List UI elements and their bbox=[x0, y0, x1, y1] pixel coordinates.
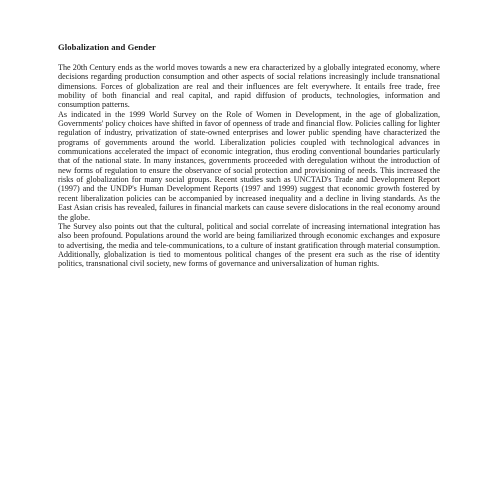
paragraph-world-survey: As indicated in the 1999 World Survey on the Role of Women in Development, in the age of globalization, Governments' policy choices have shifted in favor of openness of trade and financial flow. Policies calling for lighter regulation of industry, privatization of state-owned enterprises and lower public spending have characterized the programs of governments around the world. Liberalization policies coupled with technological advances in communications accelerated the impact of economic integration, thus eroding conventional boundaries particularly that of the national state. In many instances, governments proceeded with deregulation without the introduction of new forms of regulation to ensure the observance of social protection and provisioning of needs. This increased the risks of globalization for many social groups. Recent studies such as UNCTAD's Trade and Development Report (1997) and the UNDP's Human Development Reports (1997 and 1999) suggest that economic growth fostered by recent liberalization policies can be accompanied by increased inequality and a decline in living standards. As the East Asian crisis has revealed, failures in financial markets can cause severe dislocations in the real economy around the globe. bbox=[58, 109, 440, 222]
paragraph-cultural-correlates: The Survey also points out that the cultural, political and social correlate of increasing international integration has also been profound. Populations around the world are being familiarized through economic exchanges and exposure to advertising, the media and tele-communications, to a culture of instant gratification through material consumption. Additionally, globalization is tied to momentous political changes of the present era such as the rise of identity politics, transnational civil society, new forms of governance and universalization of human rights. bbox=[58, 221, 440, 269]
paragraph-intro: The 20th Century ends as the world moves towards a new era characterized by a globally integrated economy, where decisions regarding production consumption and other aspects of social relations increasingly include transnational dimensions. Forces of globalization are real and their influences are felt everywhere. It entails free trade, free mobility of both financial and real capital, and rapid diffusion of products, technologies, information and consumption patterns. bbox=[58, 63, 440, 110]
document-page bbox=[58, 42, 440, 269]
document-heading: Globalization and Gender bbox=[58, 42, 156, 52]
